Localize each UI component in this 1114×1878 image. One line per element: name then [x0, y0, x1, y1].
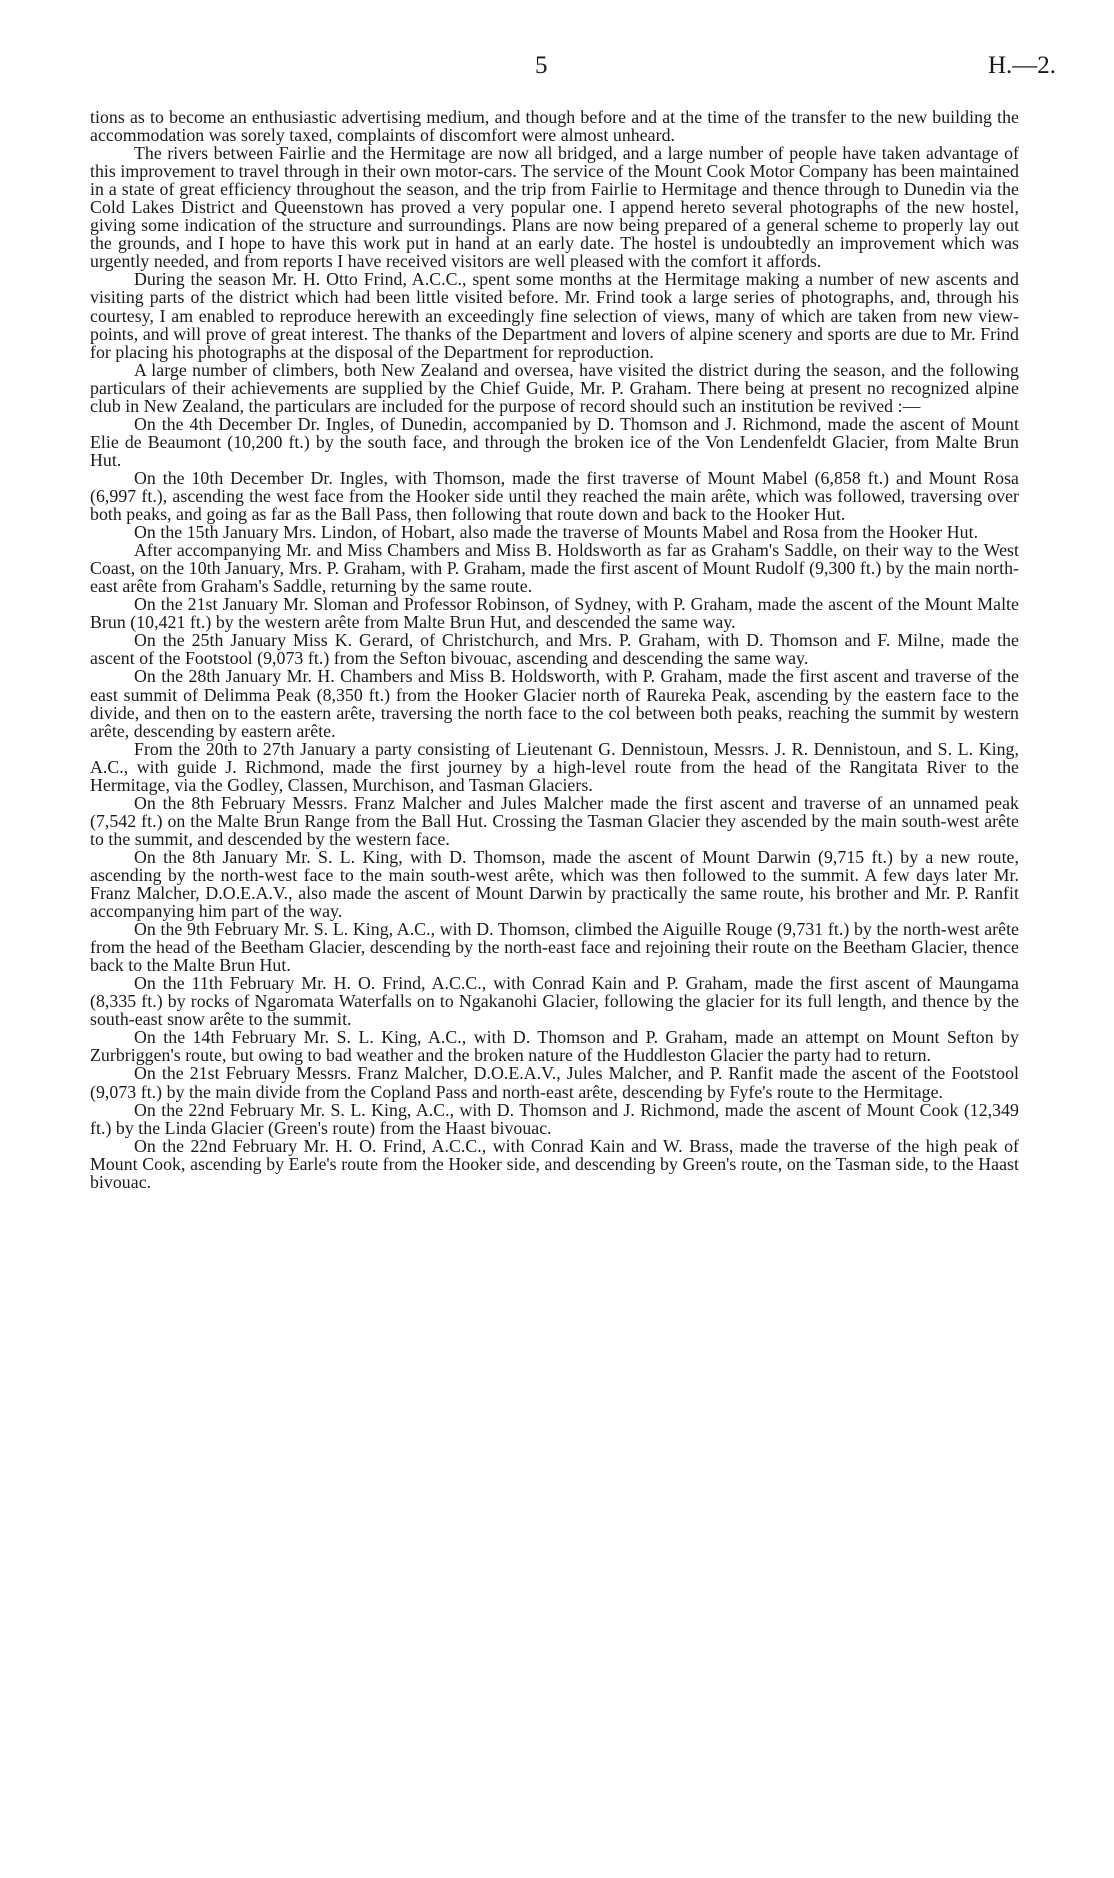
page-header [0, 52, 1114, 92]
paragraph: On the 22nd February Mr. H. O. Frind, A.C.C., with Conrad Kain and W. Brass, made the traverse of the high peak of Mount Cook, ascending by Earle's route from the Hooker side, and descending by Green's route, on the Tasman side, to the Haast bivouac. [90, 1135, 1019, 1192]
paragraph: On the 4th December Dr. Ingles, of Dunedin, accompanied by D. Thomson and J. Richmond, made the ascent of Mount Elie de Beaumont (10,200 ft.) by the south face, and through the broken ice of the Von Lendenfeldt Glacier, from Malte Brun Hut. [90, 413, 1019, 470]
paragraph: On the 28th January Mr. H. Chambers and Miss B. Holdsworth, with P. Graham, made the first ascent and traverse of the east summit of Delimma Peak (8,350 ft.) from the Hooker Glacier north of Raureka Peak, ascending by the eastern face to the divide, and then on to the eastern arête, traversing the north face to the col between both peaks, reaching the summit by western arête, descending by eastern arête. [90, 666, 1019, 741]
paragraph: On the 22nd February Mr. S. L. King, A.C., with D. Thomson and J. Richmond, made the ascent of Mount Cook (12,349 ft.) by the Linda Glacier (Green's route) from the Haast bivouac. [90, 1099, 1019, 1138]
paragraph: On the 11th February Mr. H. O. Frind, A.C.C., with Conrad Kain and P. Graham, made the first ascent of Maungama (8,335 ft.) by rocks of Ngaromata Waterfalls on to Ngakanohi Glacier, following the glacier for its full length, and thence by the south-east snow arête to the summit. [90, 973, 1019, 1030]
paragraph: On the 15th January Mrs. Lindon, of Hobart, also made the traverse of Mounts Mabel and Rosa from the Hooker Hut. [134, 522, 979, 543]
paragraph: On the 8th January Mr. S. L. King, with D. Thomson, made the ascent of Mount Darwin (9,715 ft.) by a new route, ascending by the north-west face to the main south-west arête, which was then followed to the summit. A few days later Mr. Franz Malcher, D.O.E.A.V., also made the ascent of Mount Darwin by practically the same route, his brother and Mr. P. Ranfit accompanying him part of the way. [90, 846, 1019, 922]
paragraph: A large number of climbers, both New Zealand and oversea, have visited the district during the season, and the following particulars of their achievements are supplied by the Chief Guide, Mr. P. Graham. There being at present no recognized alpine club in New Zealand, the particulars are included for the purpose of record should such an institution be revived :— [90, 359, 1019, 416]
paragraph: tions as to become an enthusiastic advertising medium, and though before and at the time of the transfer to the new building the accommodation was sorely taxed, complaints of discomfort were almost unheard. [90, 107, 1019, 146]
paragraph: On the 25th January Miss K. Gerard, of Christchurch, and Mrs. P. Graham, with D. Thomson and F. Milne, made the ascent of the Footstool (9,073 ft.) from the Sefton bivouac, ascending and descending the same way. [90, 630, 1019, 669]
paragraph: During the season Mr. H. Otto Frind, A.C.C., spent some months at the Hermitage making a number of new ascents and visiting parts of the district which had been little visited before. Mr. Frind took a large series of photographs, and, through his courtesy, I am enabled to reproduce herewith an exceedingly fine selection of views, many of which are taken from new view-points, and will prove of great interest. The thanks of the Department and lovers of alpine scenery and sports are due to Mr. Frind for placing his photographs at the disposal of the Department for reproduction. [90, 269, 1019, 362]
body-text [90, 108, 1019, 1191]
paragraph: From the 20th to 27th January a party consisting of Lieutenant G. Dennistoun, Messrs. J. R. Dennistoun, and S. L. King, A.C., with guide J. Richmond, made the first journey by a high-level route from the head of the Rangitata River to the Hermitage, via the Godley, Classen, Murchison, and Tasman Glaciers. [90, 738, 1019, 795]
paragraph: On the 21st January Mr. Sloman and Professor Robinson, of Sydney, with P. Graham, made the ascent of the Mount Malte Brun (10,421 ft.) by the western arête from Malte Brun Hut, and descended the same way. [90, 594, 1019, 633]
page-number: 5 [535, 52, 548, 79]
paragraph: On the 21st February Messrs. Franz Malcher, D.O.E.A.V., Jules Malcher, and P. Ranfit made the ascent of the Footstool (9,073 ft.) by the main divide from the Copland Pass and north-east arête, descending by Fyfe's route to the Hermitage. [90, 1063, 1019, 1102]
paragraph: The rivers between Fairlie and the Hermitage are now all bridged, and a large number of people have taken advantage of this improvement to travel through in their own motor-cars. The service of the Mount Cook Motor Company has been maintained in a state of great efficiency throughout the season, and the trip from Fairlie to Hermitage and thence through to Dunedin via the Cold Lakes District and Queenstown has proved a very popular one. I append hereto several photographs of the new hostel, giving some indication of the structure and surroundings. Plans are now being prepared of a general scheme to properly lay out the grounds, and I hope to have this work put in hand at an early date. The hostel is undoubtedly an improvement which was urgently needed, and from reports I have received visitors are well pleased with the comfort it affords. [90, 143, 1019, 272]
paragraph: On the 8th February Messrs. Franz Malcher and Jules Malcher made the first ascent and traverse of an unnamed peak (7,542 ft.) on the Malte Brun Range from the Ball Hut. Crossing the Tasman Glacier they ascended by the main south-west arête to the summit, and descended by the western face. [90, 792, 1019, 849]
paragraph: On the 14th February Mr. S. L. King, A.C., with D. Thomson and P. Graham, made an attempt on Mount Sefton by Zurbriggen's route, but owing to bad weather and the broken nature of the Huddleston Glacier the party had to return. [90, 1027, 1019, 1066]
document-reference: H.—2. [988, 52, 1057, 79]
paragraph: After accompanying Mr. and Miss Chambers and Miss B. Holdsworth as far as Graham's Saddle, on their way to the West Coast, on the 10th January, Mrs. P. Graham, with P. Graham, made the first ascent of Mount Rudolf (9,300 ft.) by the main north-east arête from Graham's Saddle, returning by the same route. [90, 540, 1019, 597]
paragraph: On the 9th February Mr. S. L. King, A.C., with D. Thomson, climbed the Aiguille Rouge (9,731 ft.) by the north-west arête from the head of the Beetham Glacier, descending by the north-east face and rejoining their route on the Beetham Glacier, thence back to the Malte Brun Hut. [90, 919, 1019, 976]
paragraph: On the 10th December Dr. Ingles, with Thomson, made the first traverse of Mount Mabel (6,858 ft.) and Mount Rosa (6,997 ft.), ascending the west face from the Hooker side until they reached the main arête, which was followed, traversing over both peaks, and going as far as the Ball Pass, then following that route down and back to the Hooker Hut. [90, 467, 1019, 525]
